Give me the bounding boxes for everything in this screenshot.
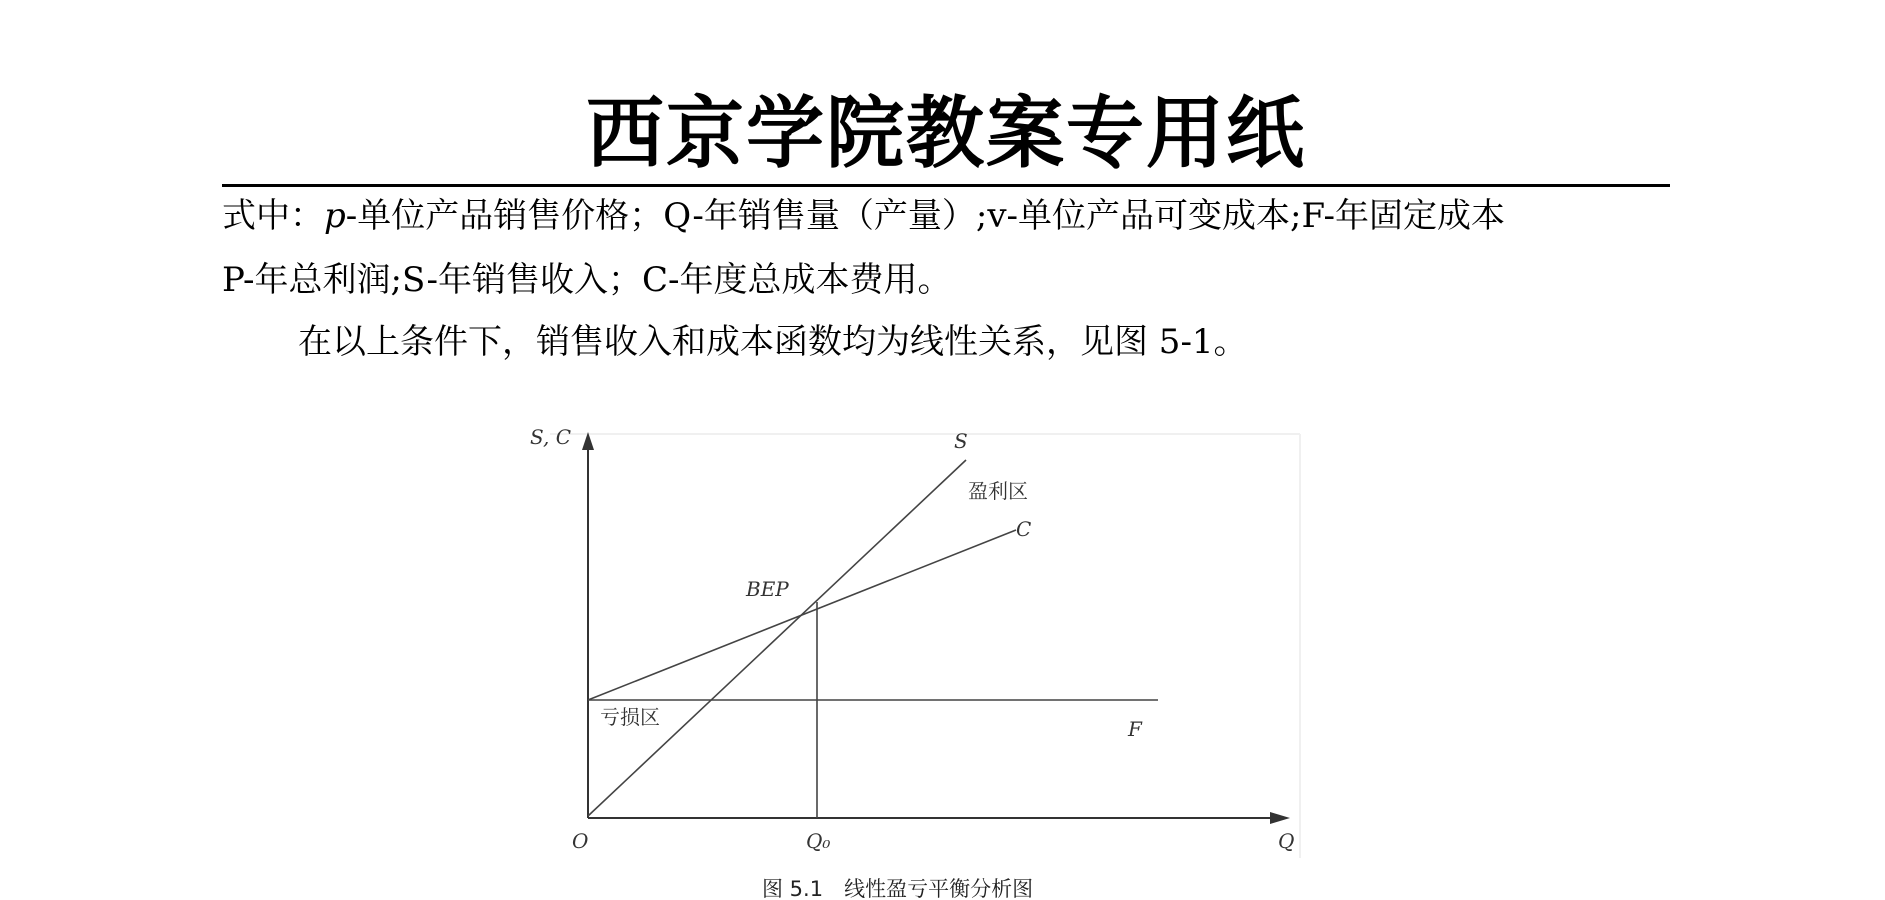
figure-caption: 图 5.1 线性盈亏平衡分析图 [762,877,1034,900]
break-even-figure [520,418,1320,900]
cost-line-label: C [1016,517,1032,541]
break-even-chart [520,418,1320,900]
fixed-cost-label: F [1128,717,1142,741]
bep-label: BEP [746,577,789,601]
sales-line [588,460,966,816]
origin-label: O [572,829,589,853]
definition-line-1-rest: -单位产品销售价格；Q-年销售量（产量）;v-单位产品可变成本;F-年固定成本 [345,196,1506,236]
definition-p-symbol: p [324,196,346,236]
page-title: 西京学院教案专用纸 [585,89,1306,179]
definition-line-1 [222,194,1682,238]
figure-intro-paragraph: 在以上条件下，销售收入和成本函数均为线性关系，见图 5-1。 [298,322,1248,362]
sales-line-label: S [954,429,968,453]
x-axis-label: Q [1278,829,1295,853]
page-header [222,88,1670,187]
y-axis-label: S, C [530,425,572,449]
profit-zone-label: 盈利区 [968,479,1028,503]
definition-prefix: 式中： [222,196,324,236]
x-axis-arrow [1270,812,1290,824]
q0-label: Q₀ [806,829,831,853]
loss-zone-label: 亏损区 [600,705,660,729]
definition-line-2: P-年总利润;S-年销售收入；C-年度总成本费用。 [222,260,952,300]
